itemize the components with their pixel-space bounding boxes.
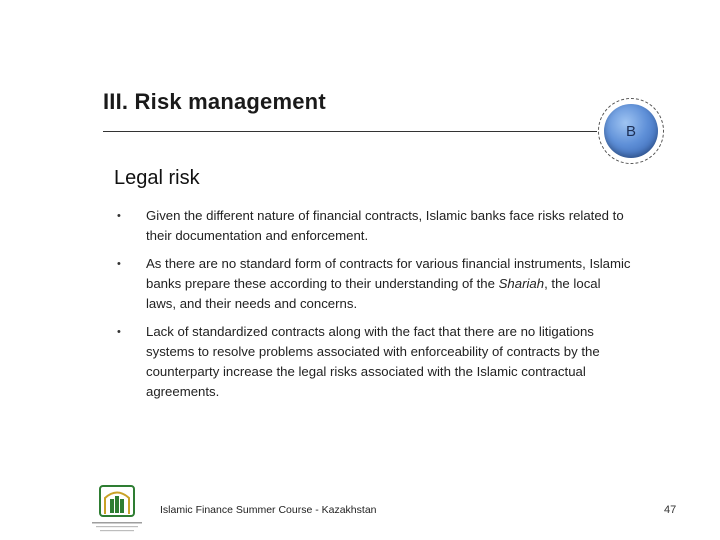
bullet-item [114, 206, 634, 246]
bullet-text: Given the different nature of financial contracts, Islamic banks face risks related to their documentation and enforcement. [146, 208, 624, 243]
sub-heading: Legal risk [114, 167, 200, 189]
bullet-text: Lack of standardized contracts along with the fact that there are no litigations systems to resolve problems associated with enforceability of contracts by the counterparty increase the legal risks associated with the Islamic contractual agreements. [146, 324, 600, 399]
bullet-marker: • [117, 210, 121, 222]
bullet-item [114, 254, 634, 314]
page-number: 47 [664, 504, 677, 516]
footer-course-title: Islamic Finance Summer Course - Kazakhstan [160, 504, 377, 516]
bullet-marker: • [117, 258, 121, 270]
title-divider [103, 131, 597, 132]
bullet-list [114, 206, 634, 410]
bullet-marker: • [117, 326, 121, 338]
bullet-item [114, 322, 634, 402]
badge-circle [604, 104, 658, 158]
institution-logo-icon [88, 484, 146, 536]
section-badge [598, 98, 664, 164]
badge-label: B [625, 122, 636, 140]
section-title: III. Risk management [103, 89, 326, 114]
bullet-text: As there are no standard form of contracts for various financial instruments, Islamic banks prepare these according to their understanding of the Shariah, the local laws, and their needs and concerns. [146, 256, 631, 311]
